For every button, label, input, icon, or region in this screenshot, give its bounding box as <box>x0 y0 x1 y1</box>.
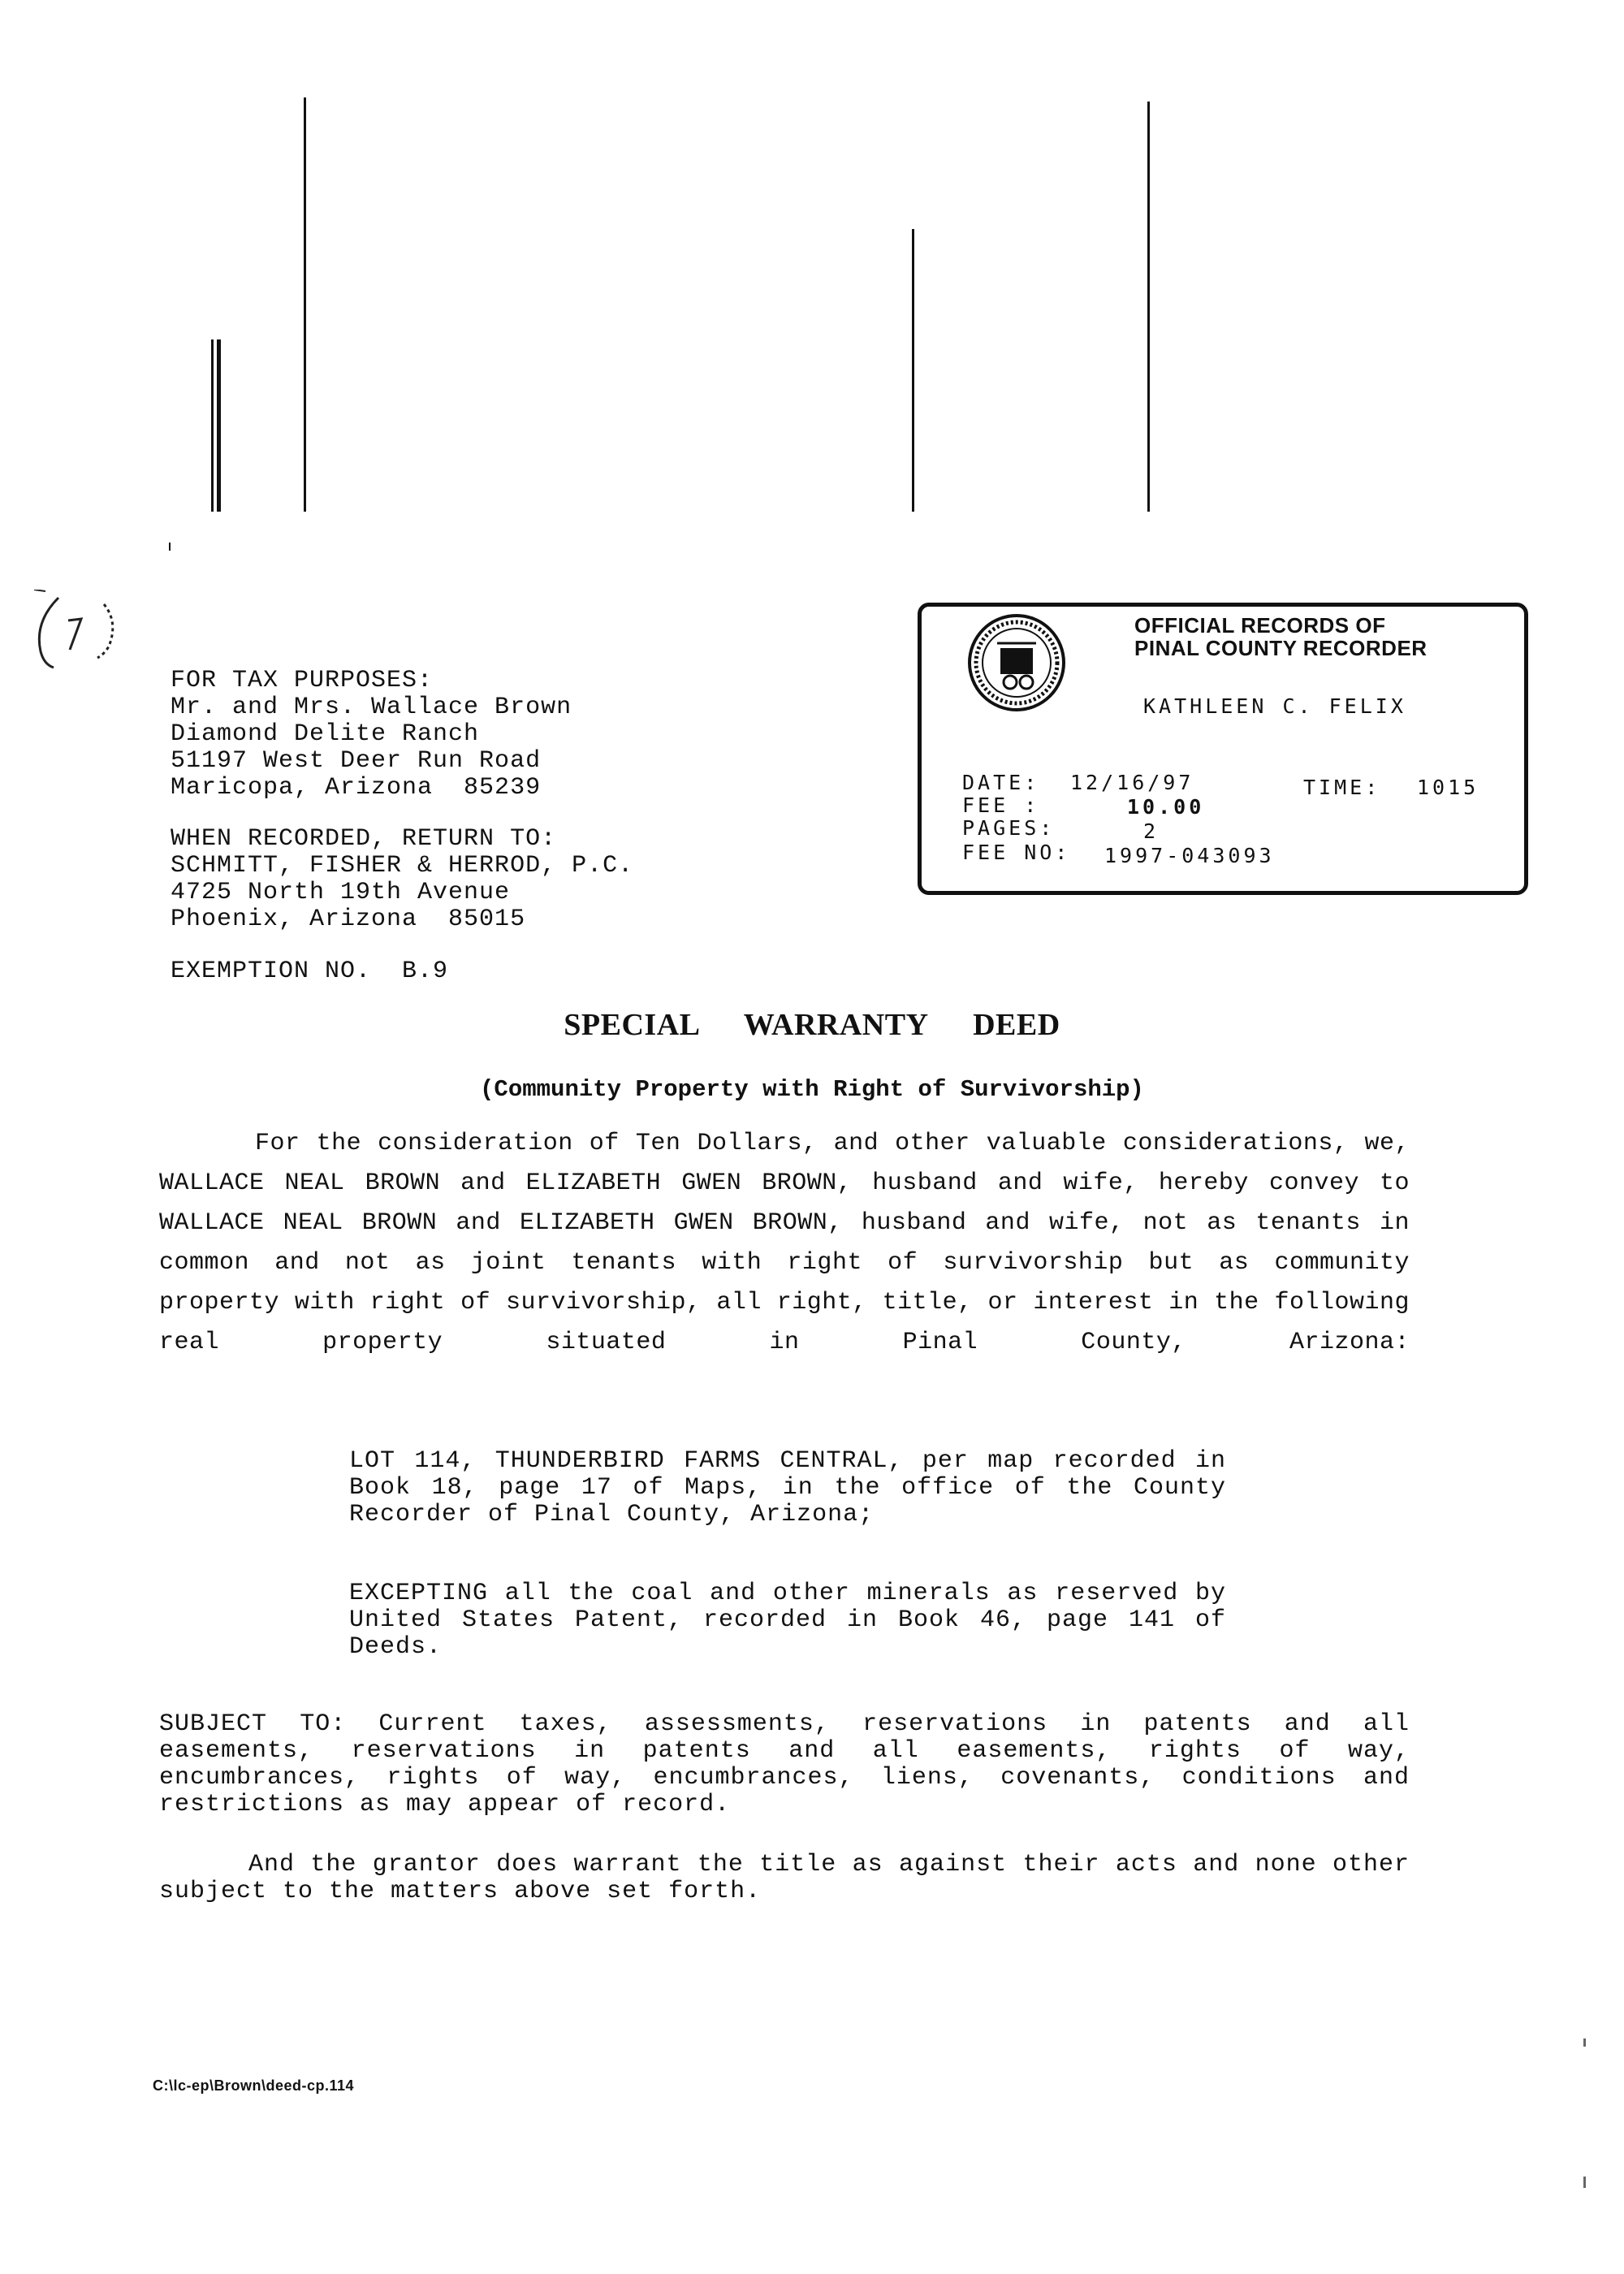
tax-heading: FOR TAX PURPOSES: <box>171 667 434 694</box>
top-rule-5 <box>912 229 914 512</box>
stamp-fee-label: FEE : <box>962 793 1040 817</box>
return-address-line-1: SCHMITT, FISHER & HERROD, P.C. <box>171 852 634 880</box>
lot-description: LOT 114, THUNDERBIRD FARMS CENTRAL, per map recorded in Book 18, page 17 of Maps, in the office of the County Recorder of Pinal County, Arizona; <box>349 1447 1226 1528</box>
top-rule-2 <box>211 339 214 512</box>
stamp-title-line-2: PINAL COUNTY RECORDER <box>1134 636 1427 660</box>
stamp-date-value: 12/16/97 <box>1070 771 1194 794</box>
tax-address-line-4: Maricopa, Arizona 85239 <box>171 774 542 802</box>
deed-title: SPECIAL WARRANTY DEED <box>564 1008 1060 1042</box>
mineral-exception: EXCEPTING all the coal and other minerals as reserved by United States Patent, recorded in Book 46, page 141 of Deeds. <box>349 1580 1226 1661</box>
top-rule-3 <box>217 339 221 512</box>
deed-subtitle: (Community Property with Right of Survivorship) <box>480 1076 1144 1103</box>
stamp-time-label: TIME: <box>1303 776 1381 799</box>
return-address-line-2: 4725 North 19th Avenue <box>171 879 511 906</box>
subject-to-clause: SUBJECT TO: Current taxes, assessments, reservations in patents and all easements, reservations in patents and all easements, rights of way, encumbrances, rights of way, encumbrances, liens, covenants, conditions and restrictions as may appear of record. <box>159 1710 1410 1818</box>
county-seal-icon <box>965 611 1069 715</box>
stamp-date-label: DATE: <box>962 771 1040 794</box>
tax-name: Mr. and Mrs. Wallace Brown <box>171 694 572 721</box>
tax-address-line-3: 51197 West Deer Run Road <box>171 747 542 775</box>
file-path: C:\lc-ep\Brown\deed-cp.114 <box>153 2077 355 2094</box>
top-rule-6 <box>1147 102 1150 512</box>
tax-address-line-2: Diamond Delite Ranch <box>171 720 480 748</box>
stamp-title-line-1: OFFICIAL RECORDS OF <box>1134 613 1386 638</box>
conveyance-text: For the consideration of Ten Dollars, and other valuable considerations, we, WALLACE NEAL BROWN and ELIZABETH GWEN BROWN, husband and wife, hereby convey to WALLACE NEAL BROWN and ELIZABETH GWEN BROWN, husband and wife, not as tenants in common and not as joint tenants with right of survivorship but as community property with right of survivorship, all right, title, or interest in the following real property situated in Pinal County, Arizona: <box>159 1130 1410 1356</box>
stamp-pages-label: PAGES: <box>962 816 1056 840</box>
recorder-name: KATHLEEN C. FELIX <box>1143 694 1406 718</box>
scan-speck <box>1583 2177 1586 2188</box>
conveyance-paragraph <box>159 1124 1410 1363</box>
stamp-time-value: 1015 <box>1417 776 1479 799</box>
stamp-fee-value: 10.00 <box>1127 795 1205 819</box>
stamp-fee-no-value: 1997-043093 <box>1104 844 1275 867</box>
scan-speck <box>1583 2038 1586 2047</box>
return-address-line-3: Phoenix, Arizona 85015 <box>171 906 526 933</box>
return-heading: WHEN RECORDED, RETURN TO: <box>171 825 557 853</box>
warranty-clause: And the grantor does warrant the title as against their acts and none other subject to the matters above set forth. <box>159 1851 1410 1905</box>
exemption-number: EXEMPTION NO. B.9 <box>171 958 449 985</box>
top-rule-1 <box>169 543 171 551</box>
stamp-fee-no-label: FEE NO: <box>962 841 1071 864</box>
top-rule-4 <box>304 97 306 512</box>
stamp-pages-value: 2 <box>1143 819 1160 843</box>
handwritten-page-mark <box>29 590 127 683</box>
